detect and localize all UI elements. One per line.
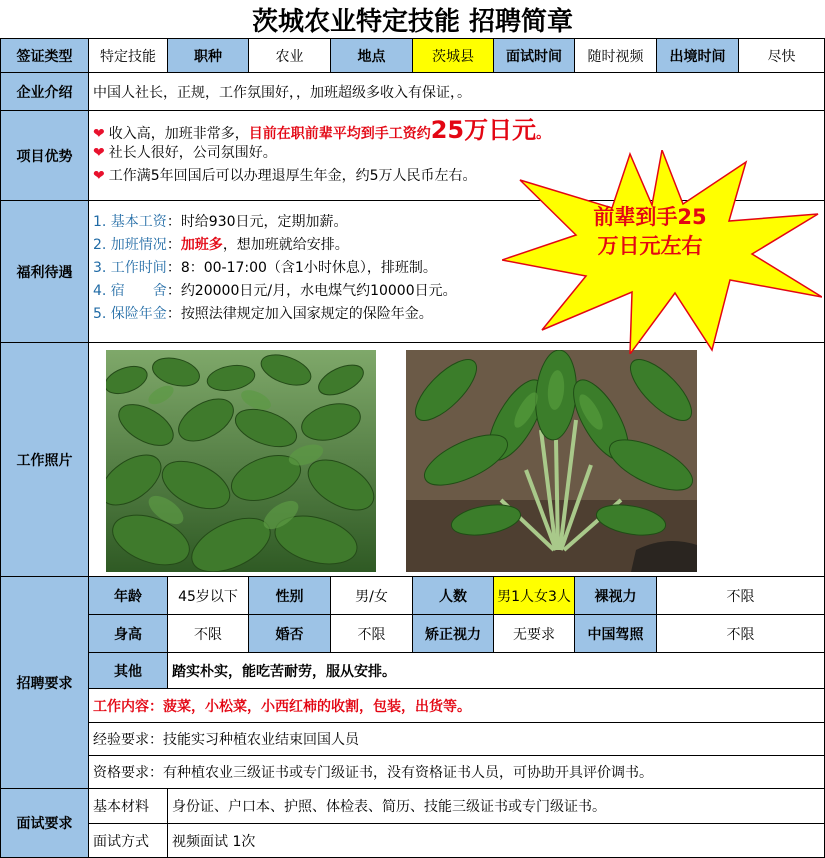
requirements-row-3 bbox=[1, 653, 825, 689]
visa-row bbox=[1, 39, 825, 73]
requirements-row-4 bbox=[1, 689, 825, 723]
job-value: 农业 bbox=[249, 39, 331, 73]
count-value: 男1人女3人 bbox=[494, 577, 575, 615]
requirements-row-2 bbox=[1, 615, 825, 653]
location-label: 地点 bbox=[331, 39, 413, 73]
interview-label: 面试要求 bbox=[1, 789, 89, 858]
spinach-plant-photo bbox=[406, 350, 697, 572]
job-label: 职种 bbox=[168, 39, 249, 73]
visa-label: 签证类型 bbox=[1, 39, 89, 73]
location-value: 茨城县 bbox=[413, 39, 494, 73]
company-text: 中国人社长，正规，工作氛围好，，加班超级多收入有保证，。 bbox=[89, 73, 825, 111]
welfare-label: 福利待遇 bbox=[1, 201, 89, 343]
depart-time-label: 出境时间 bbox=[657, 39, 739, 73]
company-label: 企业介绍 bbox=[1, 73, 89, 111]
count-label: 人数 bbox=[413, 577, 494, 615]
gender-value: 男/女 bbox=[331, 577, 413, 615]
interview-row-2 bbox=[1, 824, 825, 858]
interview-time-value: 随时视频 bbox=[575, 39, 657, 73]
page-title: 茨城农业特定技能 招聘简章 bbox=[251, 6, 574, 37]
advantage-item-boss: ❤ 社长人很好，公司氛围好。 bbox=[93, 145, 277, 161]
welfare-item-dorm: 4. 宿 舍：约20000日元/月，水电煤气约10000日元。 bbox=[93, 283, 457, 299]
starburst-line-1: 前辈到手25 bbox=[593, 205, 707, 229]
qualification-requirement: 资格要求：有种植农业三级证书或专门级证书，没有资格证书人员，可协助开具评价调书。 bbox=[89, 756, 825, 789]
marital-value: 不限 bbox=[331, 615, 413, 653]
company-row bbox=[1, 73, 825, 111]
corrected-vision-label: 矫正视力 bbox=[413, 615, 494, 653]
depart-time-value: 尽快 bbox=[739, 39, 825, 73]
height-label: 身高 bbox=[89, 615, 168, 653]
age-value: 45岁以下 bbox=[168, 577, 249, 615]
welfare-item-salary: 1. 基本工资：时给930日元，定期加薪。 bbox=[93, 214, 348, 230]
corrected-vision-value: 无要求 bbox=[494, 615, 575, 653]
method-value: 视频面试 1次 bbox=[168, 824, 825, 858]
interview-time-label: 面试时间 bbox=[494, 39, 575, 73]
requirements-row-6 bbox=[1, 756, 825, 789]
requirements-label: 招聘要求 bbox=[1, 577, 89, 789]
spinach-field-photo bbox=[106, 350, 376, 572]
heart-icon: ❤ bbox=[93, 126, 105, 142]
welfare-item-hours: 3. 工作时间：8：00-17:00（含1小时休息），排班制。 bbox=[93, 260, 437, 276]
starburst-line-2: 万日元左右 bbox=[597, 234, 703, 258]
other-label: 其他 bbox=[89, 653, 168, 689]
license-label: 中国驾照 bbox=[575, 615, 657, 653]
advantage-item-income: ❤ 收入高，加班非常多，目前在职前辈平均到手工资约25万日元。 bbox=[93, 116, 551, 144]
requirements-row-5 bbox=[1, 723, 825, 756]
work-content: 工作内容：菠菜，小松菜，小西红柿的收割，包装，出货等。 bbox=[89, 689, 825, 723]
interview-row-1 bbox=[1, 789, 825, 824]
height-value: 不限 bbox=[168, 615, 249, 653]
advantage-item-pension: ❤ 工作满5年回国后可以办理退厚生年金，约5万人民币左右。 bbox=[93, 168, 477, 184]
marital-label: 婚否 bbox=[249, 615, 331, 653]
welfare-item-overtime: 2. 加班情况：加班多，想加班就给安排。 bbox=[93, 237, 349, 253]
materials-label: 基本材料 bbox=[89, 789, 168, 824]
photos-label: 工作照片 bbox=[1, 343, 89, 577]
naked-vision-value: 不限 bbox=[657, 577, 825, 615]
naked-vision-label: 裸视力 bbox=[575, 577, 657, 615]
license-value: 不限 bbox=[657, 615, 825, 653]
gender-label: 性别 bbox=[249, 577, 331, 615]
welfare-item-insurance: 5. 保险年金：按照法律规定加入国家规定的保险年金。 bbox=[93, 306, 433, 322]
requirements-row-1 bbox=[1, 577, 825, 615]
other-value: 踏实朴实，能吃苦耐劳，服从安排。 bbox=[168, 653, 825, 689]
age-label: 年龄 bbox=[89, 577, 168, 615]
experience-requirement: 经验要求：技能实习种植农业结束回国人员 bbox=[89, 723, 825, 756]
method-label: 面试方式 bbox=[89, 824, 168, 858]
materials-value: 身份证、户口本、护照、体检表、简历、技能三级证书或专门级证书。 bbox=[168, 789, 825, 824]
advantages-label: 项目优势 bbox=[1, 111, 89, 201]
heart-icon: ❤ bbox=[93, 168, 105, 184]
heart-icon: ❤ bbox=[93, 145, 105, 161]
starburst-text bbox=[575, 203, 725, 261]
visa-value: 特定技能 bbox=[89, 39, 168, 73]
